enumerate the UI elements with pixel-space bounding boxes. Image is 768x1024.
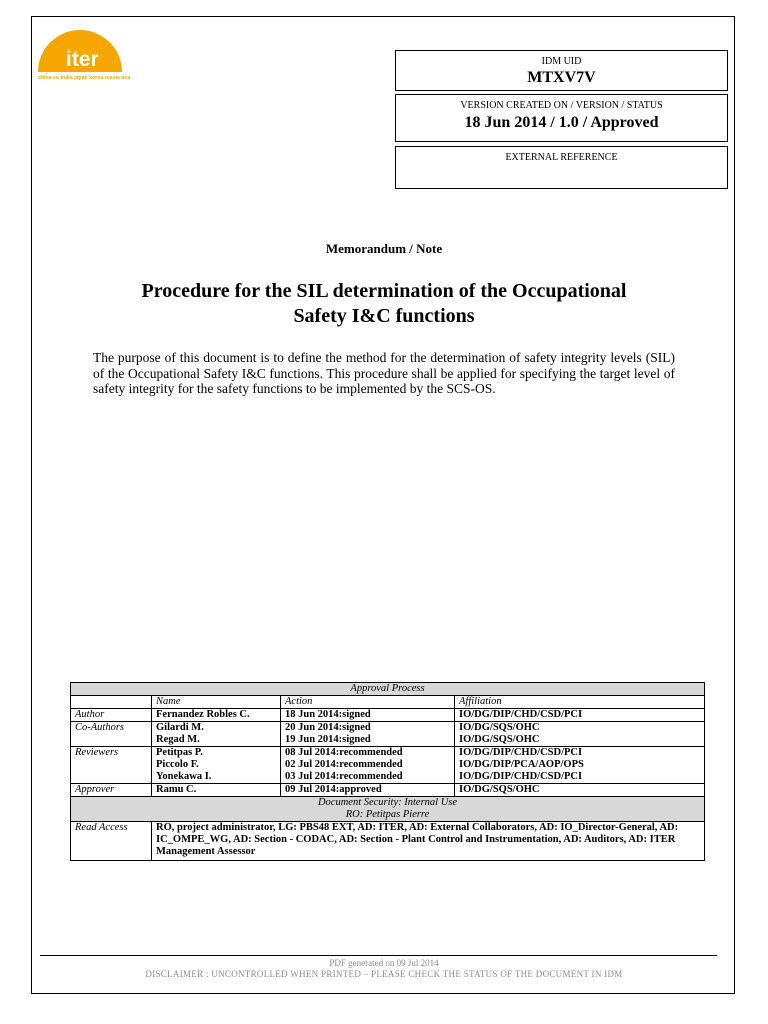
version-value: 18 Jun 2014 / 1.0 / Approved — [464, 114, 659, 131]
external-reference-label: EXTERNAL REFERENCE — [505, 152, 618, 163]
approver-row — [71, 784, 705, 797]
coauthors-role: Co-Authors — [71, 722, 152, 747]
document-type: Memorandum / Note — [325, 241, 443, 256]
header-affiliation: Affiliation — [455, 696, 705, 709]
coauthor-affiliation: IO/DG/SQS/OHC — [455, 722, 705, 735]
idm-uid-box — [395, 50, 728, 91]
coauthor-name: Regad M. — [152, 734, 281, 747]
document-title — [84, 279, 684, 329]
iter-logo — [36, 30, 152, 86]
approver-action: 09 Jul 2014:approved — [281, 784, 455, 797]
logo-tagline: china eu india japan korea russia usa — [38, 75, 131, 81]
approver-affiliation: IO/DG/SQS/OHC — [455, 784, 705, 797]
coauthor-affiliation: IO/DG/SQS/OHC — [455, 734, 705, 747]
security-cell — [71, 797, 705, 822]
author-row — [71, 709, 705, 722]
reviewers-role: Reviewers — [71, 747, 152, 784]
version-box — [395, 94, 728, 142]
document-security: Document Security: Internal Use — [317, 797, 458, 808]
header-action: Action — [281, 696, 455, 709]
reviewer-name: Piccolo F. — [152, 759, 281, 771]
reviewer-action: 08 Jul 2014:recommended — [281, 747, 455, 760]
reviewer-action: 02 Jul 2014:recommended — [281, 759, 455, 771]
approver-name: Ramu C. — [152, 784, 281, 797]
read-access-row — [71, 822, 705, 861]
approver-role: Approver — [71, 784, 152, 797]
coauthor-row — [71, 722, 705, 735]
idm-uid-label: IDM UID — [541, 56, 582, 67]
read-access-label: Read Access — [71, 822, 152, 861]
read-access-list: RO, project administrator, LG: PBS48 EXT, AD: ITER, AD: External Collaborators, AD: IO_Director-General, AD: IC_OMPE_WG, AD: Section - CODAC, AD: Section - Plant Control and Instrumentation, AD: Auditors, AD: ITER Management Assessor — [152, 822, 705, 861]
reviewer-row — [71, 759, 705, 771]
title-line-2: Safety I&C functions — [293, 305, 475, 327]
approval-table — [70, 682, 705, 861]
table-header-row — [71, 696, 705, 709]
header-name: Name — [152, 696, 281, 709]
reviewer-name: Petitpas P. — [152, 747, 281, 760]
author-action: 18 Jun 2014:signed — [281, 709, 455, 722]
reviewer-name: Yonekawa I. — [152, 771, 281, 784]
author-affiliation: IO/DG/DIP/CHD/CSD/PCI — [455, 709, 705, 722]
reviewer-affiliation: IO/DG/DIP/PCA/AOP/OPS — [455, 759, 705, 771]
idm-uid-value: MTXV7V — [527, 69, 596, 86]
disclaimer: DISCLAIMER : UNCONTROLLED WHEN PRINTED – PLEASE CHECK THE STATUS OF THE DOCUMENT IN IDM — [145, 969, 623, 979]
svg-text:iter: iter — [66, 48, 99, 71]
responsible-officer: RO: Petitpas Pierre — [345, 809, 430, 820]
reviewer-row — [71, 771, 705, 784]
pdf-generated-note: PDF generated on 09 Jul 2014 — [329, 958, 439, 968]
reviewer-row — [71, 747, 705, 760]
external-reference-box — [395, 146, 728, 189]
coauthor-row — [71, 734, 705, 747]
author-role: Author — [71, 709, 152, 722]
version-label: VERSION CREATED ON / VERSION / STATUS — [460, 100, 663, 111]
approval-process-title: Approval Process — [71, 683, 705, 696]
coauthor-name: Gilardi M. — [152, 722, 281, 735]
reviewer-affiliation: IO/DG/DIP/CHD/CSD/PCI — [455, 747, 705, 760]
header-role — [71, 696, 152, 709]
footer-divider — [40, 955, 717, 956]
reviewer-affiliation: IO/DG/DIP/CHD/CSD/PCI — [455, 771, 705, 784]
title-line-1: Procedure for the SIL determination of the Occupational — [141, 280, 627, 302]
author-name: Fernandez Robles C. — [152, 709, 281, 722]
coauthor-action: 20 Jun 2014:signed — [281, 722, 455, 735]
reviewer-action: 03 Jul 2014:recommended — [281, 771, 455, 784]
coauthor-action: 19 Jun 2014:signed — [281, 734, 455, 747]
document-abstract: The purpose of this document is to define the method for the determination of safety integrity levels (SIL) of the Occupational Safety I&C functions. This procedure shall be applied for specifying the target level of safety integrity for the safety functions to be implemented by the SCS-OS. — [93, 350, 675, 396]
